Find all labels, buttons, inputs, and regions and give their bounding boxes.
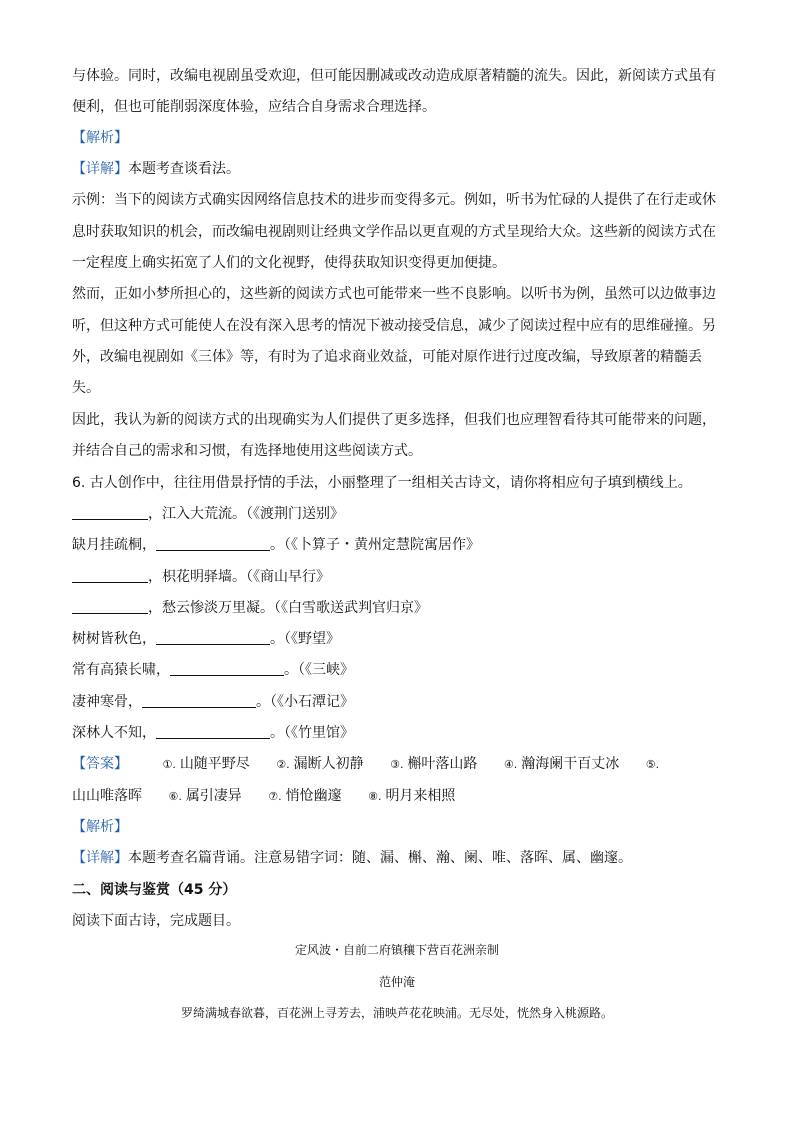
answer-item: ⑦. 悄怆幽邃 bbox=[268, 788, 342, 804]
poem-line: 罗绮满城春欲暮，百花洲上寻芳去，浦映芦花花映浦。无尽处，恍然身入桃源路。 bbox=[180, 1006, 613, 1020]
answer-label: 【答案】 bbox=[72, 756, 128, 772]
analysis-label: 【解析】 bbox=[72, 130, 128, 146]
detail-label: 【详解】 bbox=[72, 161, 128, 177]
example-line: 因此，我认为新的阅读方式的出现确实为人们提供了更多选择，但我们也应理智看待其可能带来的问题， bbox=[72, 412, 716, 428]
example-line: 并结合自己的需求和习惯，有选择地使用这些阅读方式。 bbox=[72, 443, 422, 459]
answer-item: ①. 山随平野尽 bbox=[162, 756, 250, 772]
answer-blank bbox=[156, 536, 270, 551]
example-line: 听，但这种方式可能使人在没有深入思考的情况下被动接受信息，减少了阅读过程中应有的思维碰撞。另 bbox=[72, 318, 716, 334]
analysis-label: 【解析】 bbox=[72, 819, 128, 835]
section-2-title: 二、阅读与鉴赏（45 分） bbox=[72, 882, 237, 898]
answer-item: ②. 漏断人初静 bbox=[276, 756, 364, 772]
example-line: 息时获取知识的机会，而改编电视剧则让经典文学作品以更直观的方式呈现给大众。这些新的阅读方式在 bbox=[72, 224, 716, 240]
poem-title: 定风波・自前二府镇穰下营百花洲亲制 bbox=[294, 943, 499, 957]
fill-blank-item: ，江入大荒流。（《渡荆门送别》 bbox=[72, 504, 344, 524]
section-2-instruction: 阅读下面古诗，完成题目。 bbox=[72, 913, 240, 929]
detail-line-2 bbox=[72, 848, 632, 868]
example-line: 然而，正如小梦所担心的，这些新的阅读方式也可能带来一些不良影响。以听书为例，虽然可以边做事边 bbox=[72, 286, 716, 302]
detail-text: 本题考查名篇背诵。注意易错字词：随、漏、槲、瀚、阑、唯、落晖、属、幽邃。 bbox=[128, 850, 632, 866]
example-line: 示例：当下的阅读方式确实因网络信息技术的进步而变得多元。例如，听书为忙碌的人提供了在行走或休 bbox=[72, 192, 716, 208]
answer-row-1 bbox=[72, 754, 663, 775]
detail-label: 【详解】 bbox=[72, 850, 128, 866]
answer-blank bbox=[72, 568, 148, 583]
answer-blank bbox=[72, 505, 148, 520]
answer-item: ⑥. 属引凄异 bbox=[168, 788, 242, 804]
answer-blank bbox=[156, 630, 270, 645]
fill-blank-item: 凄神寒骨， 。（《小石潭记》 bbox=[72, 694, 354, 710]
intro-line-2: 便利，但也可能削弱深度体验，应结合自身需求合理选择。 bbox=[72, 99, 436, 115]
answer-item: 山山唯落晖 bbox=[72, 788, 142, 804]
intro-line-1: 与体验。同时，改编电视剧虽受欢迎，但可能因删减或改动造成原著精髓的流失。因此，新阅读方式虽有 bbox=[72, 68, 716, 84]
detail-text: 本题考查谈看法。 bbox=[128, 161, 240, 177]
question-6-stem: 6. 古人创作中，往往用借景抒情的手法，小丽整理了一组相关古诗文，请你将相应句子填到横线上。 bbox=[72, 475, 692, 491]
example-line: 外，改编电视剧如《三体》等，有时为了追求商业效益，可能对原作进行过度改编，导致原著的精髓丢 bbox=[72, 349, 702, 365]
fill-blank-item: ，枳花明驿墙。（《商山早行》 bbox=[72, 567, 330, 587]
poem-author: 范仲淹 bbox=[378, 975, 415, 989]
answer-item: ③. 槲叶落山路 bbox=[390, 756, 478, 772]
answer-blank bbox=[142, 693, 256, 708]
answer-item-number: ⑤. bbox=[645, 758, 660, 771]
answer-row-2 bbox=[72, 786, 477, 807]
fill-blank-item: 深林人不知， 。（《竹里馆》 bbox=[72, 725, 354, 741]
fill-blank-item: 常有高猿长啸， 。（《三峡》 bbox=[72, 662, 354, 678]
example-line: 失。 bbox=[72, 380, 100, 396]
answer-blank bbox=[72, 599, 148, 614]
answer-blank bbox=[156, 724, 270, 739]
answer-item: ⑧. 明月来相照 bbox=[368, 788, 456, 804]
fill-blank-item: 树树皆秋色， 。（《野望》 bbox=[72, 631, 340, 647]
fill-blank-item: 缺月挂疏桐， 。（《卜算子・黄州定慧院寓居作》 bbox=[72, 537, 480, 553]
example-line: 一定程度上确实拓宽了人们的文化视野，使得获取知识变得更加便捷。 bbox=[72, 255, 506, 271]
answer-blank bbox=[170, 661, 284, 676]
fill-blank-item: ，愁云惨淡万里凝。（《白雪歌送武判官归京》 bbox=[72, 598, 428, 618]
answer-item: ④. 瀚海阑干百丈冰 bbox=[503, 756, 620, 772]
detail-line-1 bbox=[72, 159, 240, 179]
